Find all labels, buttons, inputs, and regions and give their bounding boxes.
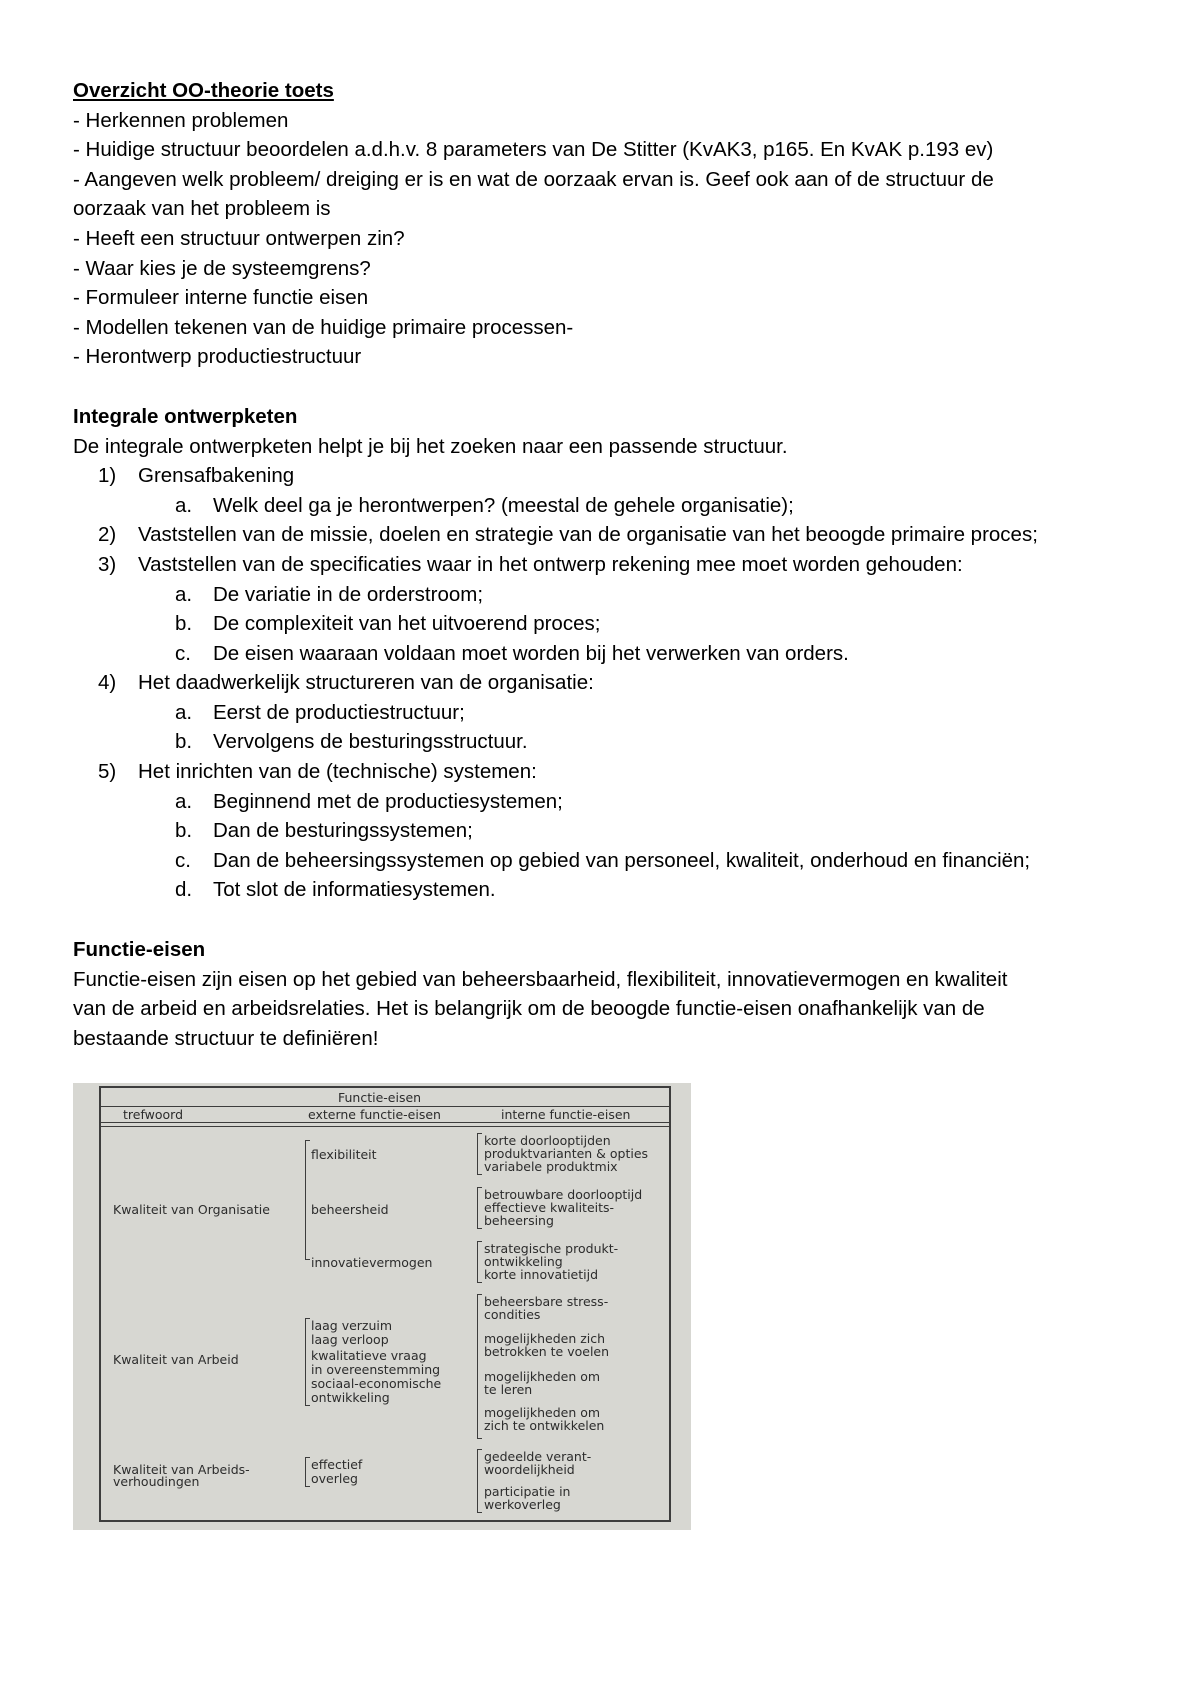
functie-paragraph-line: bestaande structuur te definiëren! — [73, 1026, 379, 1050]
bracket — [477, 1294, 482, 1439]
extern-item: overleg — [311, 1471, 358, 1486]
intern-item: zich te ontwikkelen — [484, 1418, 605, 1433]
substep-text: Dan de beheersingssystemen op gebied van personeel, kwaliteit, onderhoud en financiën; — [213, 848, 1031, 872]
functie-paragraph-line: van de arbeid en arbeidsrelaties. Het is belangrijk om de beoogde functie-eisen onafhankelijk van de — [73, 997, 985, 1021]
intern-item: mogelijkheden om — [484, 1405, 601, 1420]
document-body — [73, 76, 1133, 1053]
keten-heading: Integrale ontwerpketen — [73, 404, 298, 428]
substep-letter: a. — [175, 493, 193, 517]
extern-item: in overeenstemming — [311, 1362, 441, 1377]
intern-item: betrouwbare doorlooptijd — [484, 1187, 643, 1202]
column-header-trefwoord: trefwoord — [123, 1107, 184, 1122]
keten-substep — [73, 875, 1133, 905]
intern-item: korte innovatietijd — [484, 1267, 599, 1282]
substep-letter: b. — [175, 730, 193, 754]
extern-item: flexibiliteit — [311, 1147, 377, 1162]
intern-item: beheersing — [484, 1213, 554, 1228]
substep-letter: a. — [175, 700, 193, 724]
intern-item: condities — [484, 1307, 541, 1322]
extern-item: sociaal-economische — [311, 1376, 442, 1391]
overview-item: - Formuleer interne functie eisen — [73, 286, 369, 310]
overview-item: - Heeft een structuur ontwerpen zin? — [73, 226, 405, 250]
substep-text: De complexiteit van het uitvoerend proces; — [213, 612, 601, 636]
row-trefwoord: verhoudingen — [113, 1474, 200, 1489]
intern-item: korte doorlooptijden — [484, 1133, 611, 1148]
table-rule — [99, 1122, 671, 1123]
substep-letter: b. — [175, 612, 193, 636]
substep-letter: b. — [175, 819, 193, 843]
substep-letter: c. — [175, 641, 191, 665]
intern-item: beheersbare stress- — [484, 1294, 609, 1309]
keten-substep — [73, 609, 1133, 639]
intern-item: produktvarianten & opties — [484, 1146, 649, 1161]
substep-text: Beginnend met de productiesystemen; — [213, 789, 563, 813]
keten-substep — [73, 816, 1133, 846]
step-text: Het inrichten van de (technische) systemen: — [138, 760, 537, 784]
overview-item: oorzaak van het probleem is — [73, 197, 331, 221]
substep-text: De eisen waaraan voldaan moet worden bij het verwerken van orders. — [213, 641, 849, 665]
row-trefwoord: Kwaliteit van Organisatie — [113, 1202, 270, 1217]
keten-substep — [73, 787, 1133, 817]
extern-item: beheersheid — [311, 1202, 389, 1217]
intern-item: variabele produktmix — [484, 1159, 618, 1174]
bracket — [477, 1133, 482, 1175]
keten-step — [73, 550, 1133, 580]
extern-item: laag verzuim — [311, 1318, 393, 1333]
substep-letter: a. — [175, 789, 193, 813]
keten-substep — [73, 846, 1133, 876]
step-number: 3) — [98, 552, 117, 576]
bracket — [477, 1187, 482, 1229]
substep-letter: c. — [175, 848, 191, 872]
functie-paragraph-line: Functie-eisen zijn eisen op het gebied van beheersbaarheid, flexibiliteit, innovatievermogen en kwaliteit — [73, 967, 1008, 991]
step-number: 4) — [98, 671, 117, 695]
step-text: Het daadwerkelijk structureren van de organisatie: — [138, 671, 594, 695]
intern-item: participatie in — [484, 1484, 571, 1499]
substep-text: Eerst de productiestructuur; — [213, 700, 465, 724]
step-text: Vaststellen van de specificaties waar in het ontwerp rekening mee moet worden gehouden: — [138, 552, 963, 576]
bracket — [477, 1241, 482, 1283]
keten-step — [73, 668, 1133, 698]
keten-step — [73, 520, 1133, 550]
keten-substep — [73, 580, 1133, 610]
extern-item: innovatievermogen — [311, 1255, 433, 1270]
extern-item: ontwikkeling — [311, 1390, 390, 1405]
keten-substep — [73, 491, 1133, 521]
table-title: Functie-eisen — [338, 1090, 422, 1105]
bracket — [305, 1457, 310, 1487]
substep-text: Tot slot de informatiesystemen. — [213, 878, 496, 902]
intern-item: gedeelde verant- — [484, 1449, 592, 1464]
overview-item: - Herontwerp productiestructuur — [73, 345, 362, 369]
bracket — [305, 1140, 310, 1260]
step-text: Vaststellen van de missie, doelen en strategie van de organisatie van het beoogde primaire proces; — [138, 523, 1038, 547]
substep-letter: a. — [175, 582, 193, 606]
intern-item: woordelijkheid — [484, 1462, 575, 1477]
intern-item: werkoverleg — [484, 1497, 561, 1512]
extern-item: kwalitatieve vraag — [311, 1348, 427, 1363]
substep-text: Welk deel ga je herontwerpen? (meestal de gehele organisatie); — [213, 493, 794, 517]
bracket — [477, 1449, 482, 1513]
extern-item: effectief — [311, 1457, 363, 1472]
substep-text: De variatie in de orderstroom; — [213, 582, 484, 606]
table-rule — [99, 1126, 671, 1127]
step-number: 1) — [98, 464, 117, 488]
intern-item: betrokken te voelen — [484, 1344, 610, 1359]
intern-item: strategische produkt- — [484, 1241, 619, 1256]
step-number: 2) — [98, 523, 117, 547]
row-trefwoord: Kwaliteit van Arbeid — [113, 1352, 239, 1367]
substep-letter: d. — [175, 878, 193, 902]
row-trefwoord: Kwaliteit van Arbeids- — [113, 1462, 250, 1477]
substep-text: Dan de besturingssystemen; — [213, 819, 473, 843]
keten-substep — [73, 639, 1133, 669]
overview-item: - Aangeven welk probleem/ dreiging er is en wat de oorzaak ervan is. Geef ook aan of de structuur de — [73, 167, 994, 191]
functie-eisen-table-image — [73, 1083, 691, 1530]
intern-item: mogelijkheden zich — [484, 1331, 606, 1346]
intern-item: ontwikkeling — [484, 1254, 563, 1269]
keten-substep — [73, 727, 1133, 757]
column-header-intern: interne functie-eisen — [501, 1107, 631, 1122]
overview-item: - Herkennen problemen — [73, 108, 289, 132]
overview-title: Overzicht OO-theorie toets — [73, 79, 334, 102]
functie-heading: Functie-eisen — [73, 938, 206, 962]
substep-text: Vervolgens de besturingsstructuur. — [213, 730, 528, 754]
keten-step — [73, 757, 1133, 787]
intern-item: effectieve kwaliteits- — [484, 1200, 615, 1215]
extern-item: laag verloop — [311, 1332, 389, 1347]
intern-item: te leren — [484, 1382, 533, 1397]
keten-substep — [73, 698, 1133, 728]
keten-intro: De integrale ontwerpketen helpt je bij het zoeken naar een passende structuur. — [73, 434, 788, 458]
bracket — [305, 1318, 310, 1406]
keten-step — [73, 461, 1133, 491]
column-header-extern: externe functie-eisen — [308, 1107, 441, 1122]
intern-item: mogelijkheden om — [484, 1369, 601, 1384]
overview-item: - Modellen tekenen van de huidige primaire processen- — [73, 315, 574, 339]
step-text: Grensafbakening — [138, 464, 295, 488]
overview-item: - Waar kies je de systeemgrens? — [73, 256, 371, 280]
step-number: 5) — [98, 760, 117, 784]
overview-item: - Huidige structuur beoordelen a.d.h.v. 8 parameters van De Stitter (KvAK3, p165. En KvAK p.193 ev) — [73, 138, 994, 162]
